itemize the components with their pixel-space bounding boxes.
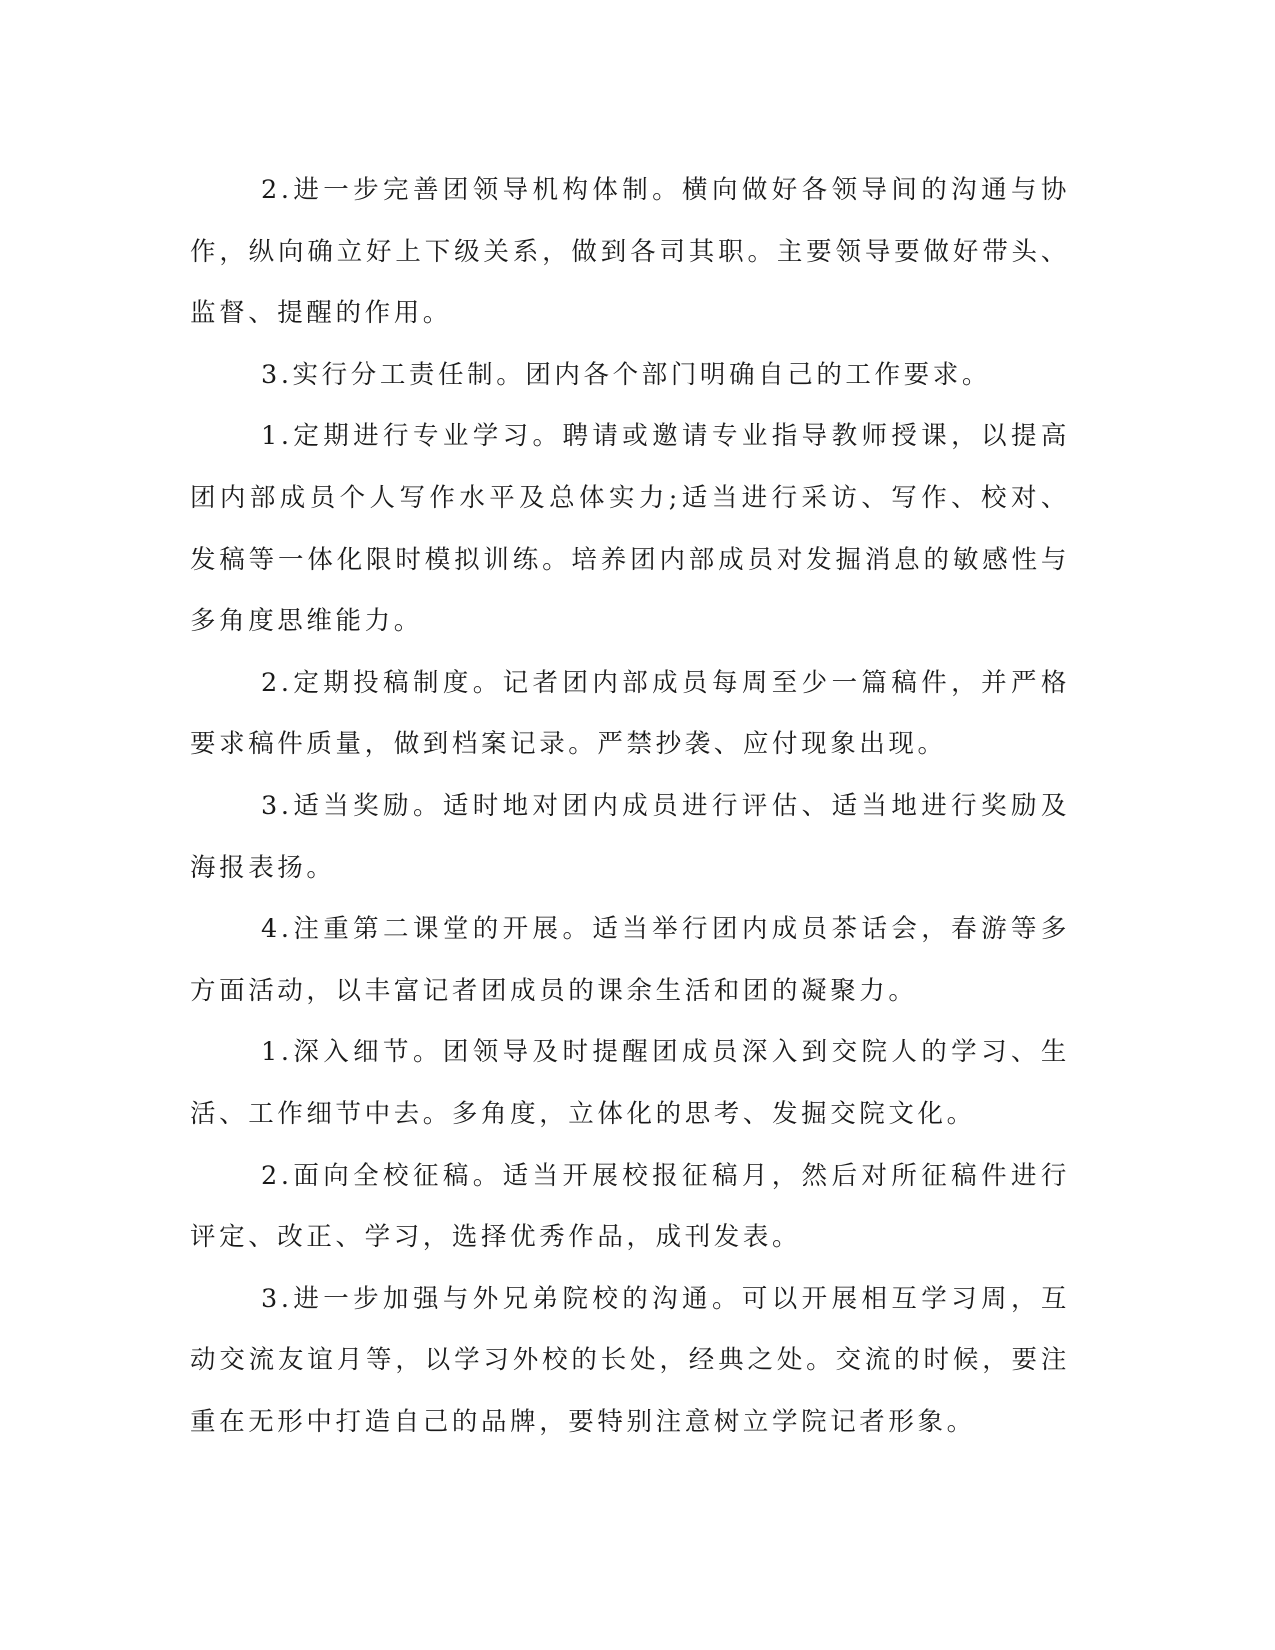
paragraph-professional-study: 1.定期进行专业学习。聘请或邀请专业指导教师授课，以提高团内部成员个人写作水平及总体实力;适当进行采访、写作、校对、发稿等一体化限时模拟训练。培养团内部成员对发掘消息的敏感性与多角度思维能力。 (190, 421, 1070, 637)
paragraph-division-of-labor: 3.实行分工责任制。团内各个部门明确自己的工作要求。 (261, 359, 991, 390)
document-body (190, 160, 1070, 1453)
paragraph-submission-system: 2.定期投稿制度。记者团内部成员每周至少一篇稿件，并严格要求稿件质量，做到档案记录。严禁抄袭、应付现象出现。 (190, 667, 1070, 760)
paragraph-inter-school-exchange: 3.进一步加强与外兄弟院校的沟通。可以开展相互学习周，互动交流友谊月等，以学习外校的长处，经典之处。交流的时候，要注重在无形中打造自己的品牌，要特别注意树立学院记者形象。 (190, 1283, 1070, 1437)
paragraph-second-classroom: 4.注重第二课堂的开展。适当举行团内成员茶话会，春游等多方面活动，以丰富记者团成员的课余生活和团的凝聚力。 (190, 914, 1070, 1006)
paragraph-leadership-structure: 2.进一步完善团领导机构体制。横向做好各领导间的沟通与协作，纵向确立好上下级关系，做到各司其职。主要领导要做好带头、监督、提醒的作用。 (190, 175, 1070, 329)
paragraph-rewards: 3.适当奖励。适时地对团内成员进行评估、适当地进行奖励及海报表扬。 (190, 790, 1070, 883)
paragraph-details: 1.深入细节。团领导及时提醒团成员深入到交院人的学习、生活、工作细节中去。多角度，立体化的思考、发掘交院文化。 (190, 1037, 1070, 1129)
paragraph-school-wide-call: 2.面向全校征稿。适当开展校报征稿月，然后对所征稿件进行评定、改正、学习，选择优秀作品，成刊发表。 (190, 1160, 1070, 1253)
